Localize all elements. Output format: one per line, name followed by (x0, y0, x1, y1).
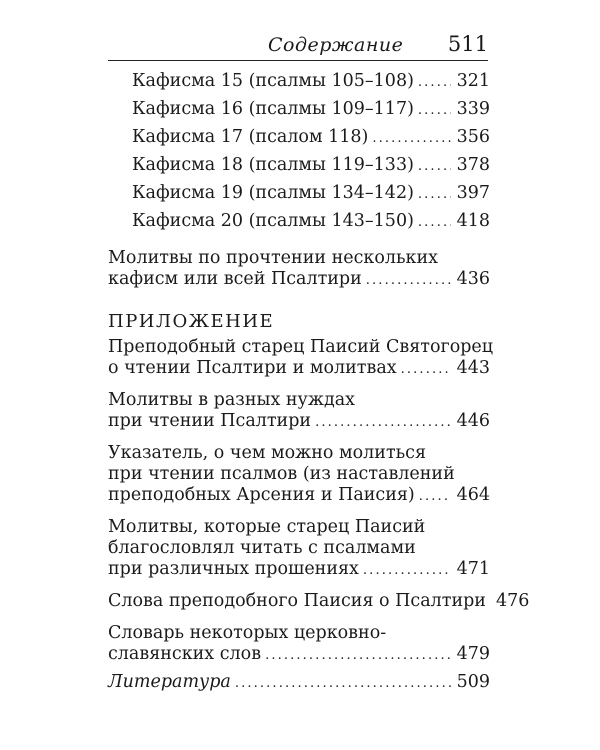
toc-entry-title: Кафисма 15 (псалмы 105–108) (132, 71, 414, 91)
toc-entry-title-line: при различных прошениях (108, 559, 359, 579)
toc-entry-page: 443 (456, 358, 490, 378)
running-header (108, 30, 488, 64)
toc-entry-title-line: Молитвы, которые старец Паисий (108, 517, 426, 537)
toc-entry-title: Кафисма 18 (псалмы 119–133) (132, 155, 414, 175)
table-of-contents (108, 70, 530, 694)
toc-entry-title-line: кафисм или всей Псалтири (108, 269, 362, 289)
toc-entry-title-line: о чтении Псалтири и молитвах (108, 358, 397, 378)
toc-entry-page: 464 (456, 485, 490, 505)
toc-entry-appendix-6 (108, 623, 490, 666)
toc-entry-page: 476 (495, 591, 530, 611)
dot-leader (363, 560, 451, 581)
toc-entry-kathisma-20 (132, 210, 490, 234)
toc-entry-page: 356 (456, 127, 490, 147)
toc-entry-appendix-4 (108, 517, 490, 581)
toc-entry-title-line: Молитвы по прочтении нескольких (108, 248, 438, 268)
dot-leader (401, 359, 451, 380)
toc-entry-title-line: при чтении псалмов (из наставлений (108, 464, 455, 484)
toc-entry-page: 397 (456, 183, 490, 203)
toc-entry-kathisma-18 (132, 154, 490, 178)
toc-entry-title-line: Указатель, о чем можно молиться (108, 443, 426, 463)
toc-entry-title: Кафисма 20 (псалмы 143–150) (132, 211, 414, 231)
appendix-heading: ПРИЛОЖЕНИЕ (108, 311, 275, 332)
toc-entry-title: Кафисма 19 (псалмы 134–142) (132, 183, 414, 203)
toc-entry-page: 321 (456, 71, 490, 91)
dot-leader (418, 211, 451, 234)
toc-entry-title-line: Словарь некоторых церковно- (108, 623, 387, 643)
toc-entry-title-line: Слова преподобного Паисия о Псалтири (108, 591, 486, 611)
dot-leader (315, 412, 451, 433)
toc-entry-title-line: преподобных Арсения и Паисия) (108, 485, 415, 505)
toc-entry-kathisma-19 (132, 182, 490, 206)
dot-leader (418, 155, 451, 178)
toc-entry-appendix-2 (108, 390, 490, 433)
toc-entry-title-line: славянских слов (108, 644, 262, 664)
toc-entry-page: 471 (456, 559, 490, 579)
toc-entry-page: 436 (456, 269, 490, 289)
toc-entry-appendix-3 (108, 443, 490, 507)
toc-entry-title-line: при чтении Псалтири (108, 411, 312, 431)
header-title: Содержание (268, 34, 404, 56)
toc-entry-title: Кафисма 17 (псалом 118) (132, 127, 369, 147)
dot-leader (366, 270, 451, 291)
toc-entry-page: 446 (456, 411, 490, 431)
toc-entry-page: 479 (456, 644, 490, 664)
toc-entry-appendix-1 (108, 337, 494, 380)
toc-entry-page: 378 (456, 155, 490, 175)
dot-leader (418, 99, 451, 122)
toc-entry-kathisma-16 (132, 98, 490, 122)
toc-entry-page: 339 (456, 99, 490, 119)
toc-entry-kathisma-17 (132, 126, 490, 150)
dot-leader (418, 183, 451, 206)
toc-entry-kathisma-15 (132, 70, 490, 94)
header-page-number: 511 (447, 32, 488, 56)
dot-leader (265, 645, 451, 666)
dot-leader (235, 673, 451, 694)
toc-entry-prayers-after (108, 248, 490, 291)
dot-leader (418, 71, 451, 94)
toc-entry-title-line: Молитвы в разных нуждах (108, 390, 356, 410)
toc-entry-title-line: благословлял читать с псалмами (108, 538, 416, 558)
toc-entry-page: 509 (456, 672, 490, 692)
toc-entry-literature (108, 672, 490, 694)
toc-entry-title-line: Преподобный старец Паисий Святогорец (108, 337, 494, 357)
toc-entry-appendix-5 (108, 591, 530, 613)
toc-entry-title: Литература (108, 672, 231, 692)
header-rule (108, 60, 488, 61)
toc-entry-title: Кафисма 16 (псалмы 109–117) (132, 99, 414, 119)
dot-leader (419, 486, 451, 507)
dot-leader (372, 127, 450, 150)
toc-entry-page: 418 (456, 211, 490, 231)
